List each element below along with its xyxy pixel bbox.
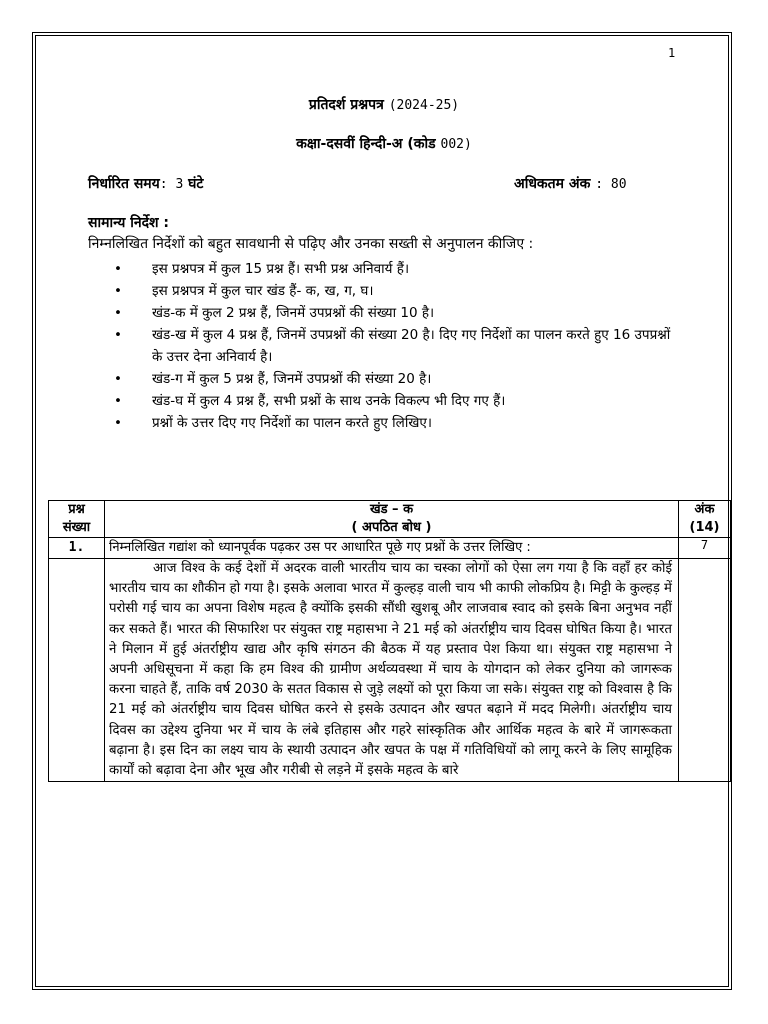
question-number-header: प्रश्न संख्या xyxy=(49,501,105,538)
paper-year: (2024-25) xyxy=(388,98,460,113)
question-table xyxy=(48,500,731,782)
instruction-item: • खंड-ग में कुल 5 प्रश्न हैं, जिनमें उपप्रश्नों की संख्या 20 है। xyxy=(88,368,678,390)
max-marks xyxy=(514,174,627,193)
time-label: निर्धारित समय xyxy=(88,176,160,192)
time-unit: घंटे xyxy=(188,176,204,192)
paper-title-text: प्रतिदर्श प्रश्नपत्र xyxy=(308,97,384,113)
passage-text: आज विश्व के कई देशों में अदरक वाली भारतीय चाय का चस्का लोगों को ऐसा लग गया है कि वहाँ हर कोई भारतीय चाय का शौकीन हो गया है। इसके अलावा भारत में कुल्हड़ वाली चाय भी काफी लोकप्रिय है। मिट्टी के कुल्हड़ में परोसी गई चाय का अपना विशेष महत्व है क्योंकि इसकी सौंधी खुशबू और लाजवाब स्वाद को इसके बिना अनुभव नहीं कर सकते हैं। भारत की सिफारिश पर संयुक्त राष्ट्र महासभा ने 21 मई को अंतर्राष्ट्रीय चाय दिवस घोषित किया है। भारत ने मिलान में हुई अंतर्राष्ट्रीय खाद्य और कृषि संगठन की बैठक में यह प्रस्ताव पेश किया था। संयुक्त राष्ट्र महासभा ने अपनी अधिसूचना में कहा कि हम विश्व की ग्रामीण अर्थव्यवस्था में चाय के योगदान को लेकर दुनिया को जागरूक करना चाहते हैं, ताकि वर्ष 2030 के सतत विकास से जुड़े लक्ष्यों को पूरा किया जा सके। संयुक्त राष्ट्र को विश्वास है कि 21 मई को अंतर्राष्ट्रीय चाय दिवस घोषित करने से इसके उत्पादन और खपत बढ़ाने में मदद मिलेगी। अंतर्राष्ट्रीय चाय दिवस का उद्देश्य दुनिया भर में चाय के लंबे इतिहास और गहरे सांस्कृतिक और आर्थिक महत्व के बारे में जागरूकता बढ़ाना है। इस दिन का लक्ष्य चाय के स्थायी उत्पादन और खपत के पक्ष में गतिविधियों को लागू करने के लिए सामूहिक कार्यों को बढ़ावा देना और भूख और गरीबी से लड़ने में इसके महत्व के बारे xyxy=(109,561,672,779)
question-text: निम्नलिखित गद्यांश को ध्यानपूर्वक पढ़कर उस पर आधारित पूछे गए प्रश्नों के उत्तर लिखिए : xyxy=(105,538,679,559)
page-number: 1 xyxy=(668,46,676,60)
class-subject-line xyxy=(0,134,768,153)
instructions-list xyxy=(88,258,678,434)
passage-cell xyxy=(105,559,679,782)
class-subject-text: कक्षा-दसवीं हिन्दी-अ (कोड xyxy=(296,136,436,152)
subject-code: 002) xyxy=(440,137,472,152)
instruction-item: • खंड-घ में कुल 4 प्रश्न हैं, सभी प्रश्नों के साथ उनके विकल्प भी दिए गए हैं। xyxy=(88,390,678,412)
section-subtitle: ( अपठित बोध ) xyxy=(351,520,432,535)
time-allowed xyxy=(88,174,204,193)
marks-label: अधिकतम अंक xyxy=(514,176,591,192)
instruction-item: • खंड-ख में कुल 4 प्रश्न हैं, जिनमें उपप्रश्नों की संख्या 20 है। दिए गए निर्देशों का पालन करते हुए 16 उपप्रश्नों के उत्तर देना अनिवार्य है। xyxy=(88,324,678,368)
time-value: : 3 xyxy=(159,177,184,192)
section-title: खंड – क xyxy=(369,502,414,517)
question-number: 1. xyxy=(49,538,105,559)
table-header-row xyxy=(49,501,731,538)
table-row xyxy=(49,559,731,782)
instruction-item: • खंड-क में कुल 2 प्रश्न हैं, जिनमें उपप्रश्नों की संख्या 10 है। xyxy=(88,302,678,324)
marks-header: अंक (14) xyxy=(679,501,731,538)
question-marks: 7 xyxy=(679,538,731,559)
empty-cell xyxy=(49,559,105,782)
instruction-item: • इस प्रश्नपत्र में कुल चार खंड हैं- क, ख, ग, घ। xyxy=(88,280,678,302)
table-row xyxy=(49,538,731,559)
instruction-item: • इस प्रश्नपत्र में कुल 15 प्रश्न हैं। सभी प्रश्न अनिवार्य हैं। xyxy=(88,258,678,280)
paper-title xyxy=(0,95,768,114)
marks-value: : 80 xyxy=(595,177,627,192)
instructions-intro: निम्नलिखित निर्देशों को बहुत सावधानी से पढ़िए और उनका सख्ती से अनुपालन कीजिए : xyxy=(88,236,534,252)
instructions-heading: सामान्य निर्देश : xyxy=(88,215,170,231)
section-header xyxy=(105,501,679,538)
instruction-item: • प्रश्नों के उत्तर दिए गए निर्देशों का पालन करते हुए लिखिए। xyxy=(88,412,678,434)
empty-cell xyxy=(679,559,731,782)
